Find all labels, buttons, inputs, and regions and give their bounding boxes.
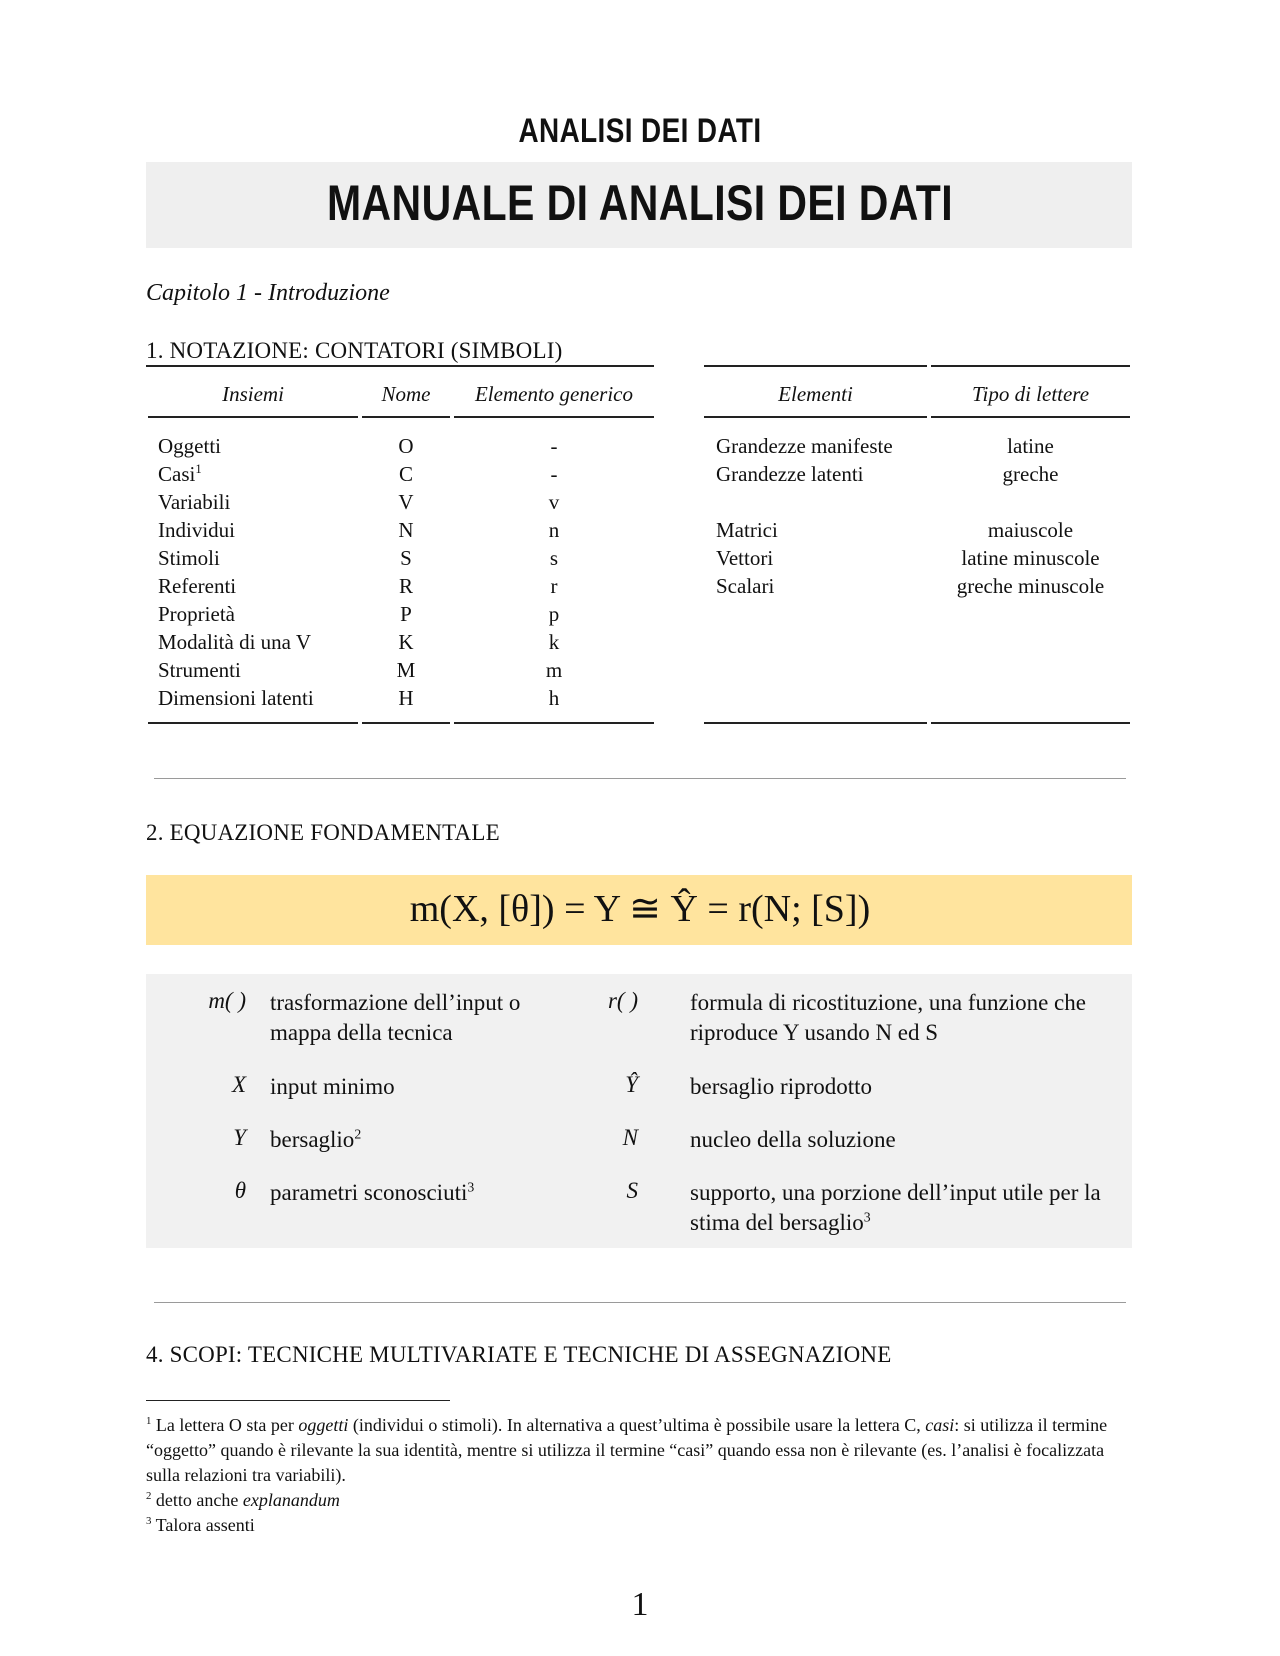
table-row (158, 488, 658, 516)
row-element: s (549, 546, 559, 570)
table-row (158, 516, 658, 544)
row-name: Stimoli (158, 546, 220, 570)
def-text: formula di ricostituzione, una funzione che riproduce Y usando N ed S (690, 990, 1086, 1045)
row-name: Individui (158, 518, 235, 542)
row-element: Matrici (716, 518, 778, 542)
page-number: 1 (631, 1586, 649, 1623)
table-row (158, 460, 658, 488)
left-table-bottom-rule (362, 722, 450, 724)
section-1-heading: 1. NOTAZIONE: CONTATORI (SIMBOLI) (146, 338, 563, 363)
table-row (716, 460, 1136, 488)
page-title: MANUALE DI ANALISI DEI DATI (326, 175, 954, 231)
right-table-top-rule (931, 365, 1130, 367)
def-text: bersaglio$^2$ (270, 1126, 362, 1152)
right-table-header-rule (704, 416, 927, 418)
row-element: Grandezze latenti (716, 462, 864, 486)
table-row (158, 432, 658, 460)
def-symbol: X (231, 1072, 246, 1097)
row-element: Grandezze manifeste (716, 434, 893, 458)
left-table-bottom-rule (148, 722, 358, 724)
row-symbol: S (400, 546, 412, 570)
left-table-header-rule (148, 416, 358, 418)
table-row (158, 628, 658, 656)
row-symbol: K (398, 630, 414, 654)
footnote-1: $^1$ La lettera O sta per oggetti (individui o stimoli). In alternativa a quest’ultima è possibile usare la lettera C, casi: si utilizza il termine “oggetto” quando è rilevante la sua identità, mentre si utilizza il termine “casi” quando essa non è rilevante (es. l’analisi è focalizzata sulla relazioni tra variabili). (146, 1415, 1108, 1485)
section-divider (154, 778, 1126, 779)
header-subtitle: ANALISI DEI DATI (518, 112, 762, 150)
row-element: n (548, 518, 560, 542)
left-table-bottom-rule (454, 722, 654, 724)
def-text: trasformazione dell’input o mappa della tecnica (270, 990, 521, 1045)
row-name: Referenti (158, 574, 237, 598)
def-symbol: Y (233, 1125, 246, 1150)
row-name: Casi$^1$ (158, 462, 202, 486)
row-element: k (548, 630, 560, 654)
row-name: Oggetti (158, 434, 221, 458)
row-symbol: M (396, 658, 416, 682)
row-symbol: P (400, 602, 412, 626)
def-text: input minimo (270, 1074, 395, 1099)
right-table-header-rule (931, 416, 1130, 418)
row-name: Modalità di una V (158, 630, 312, 654)
row-element: h (548, 686, 560, 710)
right-table-body (716, 432, 1136, 600)
footnote-rule (146, 1400, 450, 1401)
def-symbol: r( ) (607, 988, 638, 1013)
table-row (158, 572, 658, 600)
right-table-header: Elementi (778, 382, 853, 406)
def-text: parametri sconosciuti$^3$ (270, 1179, 475, 1205)
footnote-3: $^3$ Talora assenti (146, 1515, 255, 1535)
chapter-label: Capitolo 1 - Introduzione (146, 280, 390, 306)
section-4-heading: 4. SCOPI: TECNICHE MULTIVARIATE E TECNICHE DI ASSEGNAZIONE (146, 1342, 892, 1367)
def-symbol: θ (234, 1178, 246, 1203)
left-table-top-rule (146, 365, 654, 367)
row-element: Scalari (716, 574, 775, 598)
row-symbol: R (398, 574, 413, 598)
row-name: Dimensioni latenti (158, 686, 314, 710)
right-table-header: Tipo di lettere (971, 382, 1090, 406)
row-element: Vettori (716, 546, 774, 570)
row-element: - (550, 434, 558, 458)
left-table-header: Elemento generico (474, 382, 634, 406)
left-table-header: Nome (381, 382, 431, 406)
row-type: latine (1007, 434, 1054, 458)
table-row (158, 600, 658, 628)
row-type: greche minuscole (956, 574, 1105, 598)
footnote-ref: 3 (467, 1179, 475, 1195)
def-symbol: Ŷ (625, 1072, 638, 1097)
right-table-bottom-rule (704, 722, 927, 724)
footnote-ref: 2 (354, 1126, 362, 1142)
def-symbol: m( ) (208, 988, 246, 1013)
fundamental-equation: m(X, [θ]) = Y ≅ Ŷ = r(N; [S]) (409, 888, 871, 930)
table-row (716, 516, 1136, 544)
table-row (716, 544, 1136, 572)
def-text: supporto, una porzione dell’input utile per la stima del bersaglio$^3$ (690, 1180, 1101, 1235)
row-name: Strumenti (158, 658, 241, 682)
row-element: p (548, 602, 560, 626)
row-symbol: O (398, 434, 414, 458)
row-type: latine minuscole (961, 546, 1100, 570)
row-symbol: H (398, 686, 414, 710)
def-text: bersaglio riprodotto (690, 1074, 873, 1099)
row-element: - (550, 462, 558, 486)
left-table-header-rule (454, 416, 654, 418)
def-symbol: N (622, 1125, 638, 1150)
row-symbol: N (398, 518, 414, 542)
right-table-top-rule (704, 365, 927, 367)
row-symbol: V (398, 490, 414, 514)
left-table-header: Insiemi (222, 382, 284, 406)
row-element: r (550, 574, 558, 598)
def-text: nucleo della soluzione (690, 1127, 896, 1152)
row-element: v (548, 490, 560, 514)
row-name: Proprietà (158, 602, 235, 626)
def-symbol: S (626, 1178, 638, 1203)
left-table-header-rule (362, 416, 450, 418)
left-table-body (158, 432, 658, 712)
row-symbol: C (398, 462, 413, 486)
footnote-ref: 3 (863, 1209, 871, 1225)
section-divider (154, 1302, 1126, 1303)
table-row (716, 432, 1136, 460)
row-type: greche (1002, 462, 1059, 486)
row-element: m (545, 658, 563, 682)
section-2-heading: 2. EQUAZIONE FONDAMENTALE (146, 820, 500, 845)
table-row (158, 656, 658, 684)
table-row (158, 544, 658, 572)
table-row (158, 684, 658, 712)
row-type: maiuscole (987, 518, 1074, 542)
table-row (716, 488, 1136, 516)
footnote-2: $^2$ detto anche explanandum (146, 1490, 340, 1510)
footnote-ref: 1 (195, 462, 202, 476)
right-table-bottom-rule (931, 722, 1130, 724)
table-row (716, 572, 1136, 600)
row-name: Variabili (158, 490, 231, 514)
